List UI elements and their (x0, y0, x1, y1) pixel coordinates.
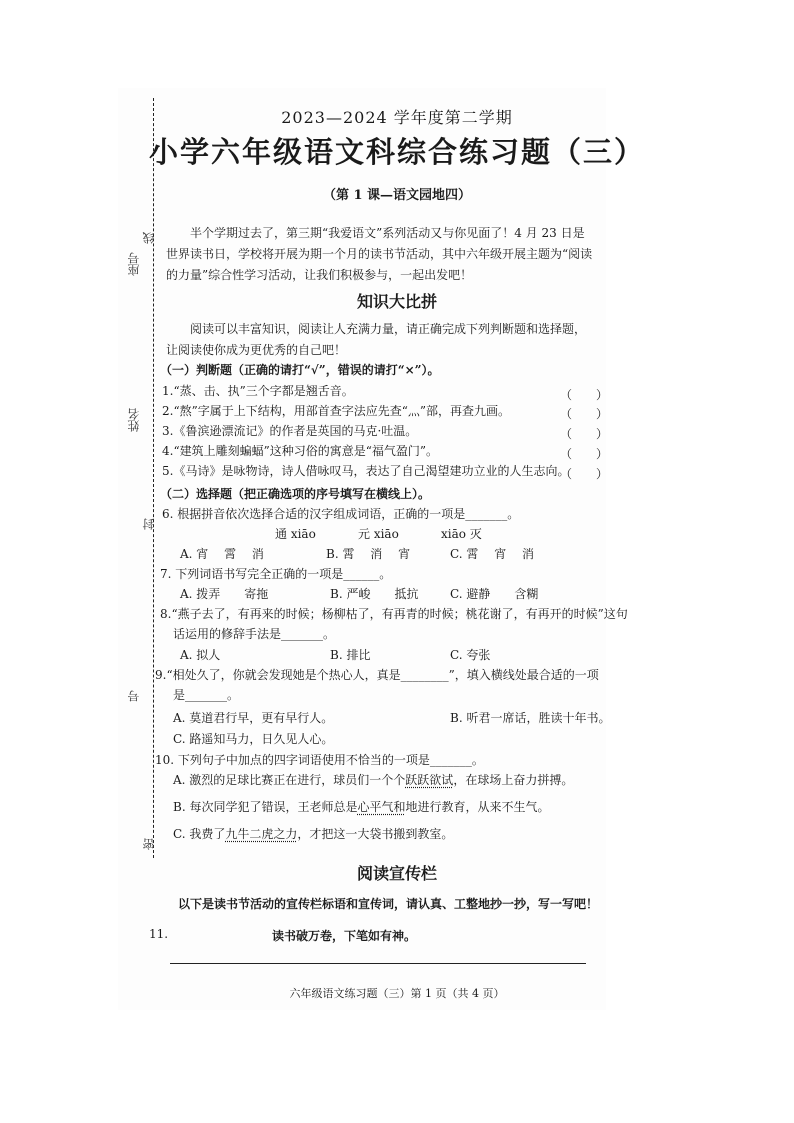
answer-paren-1[interactable]: （ ） (560, 388, 609, 402)
q8-option-b[interactable]: B. 排比 (330, 648, 371, 662)
question-7: 7. 下列词语书写完全正确的一项是______。 (160, 567, 392, 581)
page-title: 小学六年级语文科综合练习题（三） (148, 135, 645, 169)
q10-option-b[interactable] (173, 798, 549, 815)
question-8-line-2: 话运用的修辞手法是_______。 (173, 627, 336, 641)
writing-line[interactable] (170, 963, 586, 964)
q6-pinyin-1: 通 xiāo (275, 527, 316, 541)
question-8-line-1: 8.“燕子去了，有再来的时候；杨柳枯了，有再青的时候；桃花谢了，有再开的时候”这句 (160, 607, 628, 621)
q6-option-c[interactable]: C. 霄 宵 消 (450, 547, 535, 561)
q9-option-a[interactable]: A. 莫道君行早，更有早行人。 (173, 711, 334, 725)
judge-title: （一）判断题（正确的请打“√”，错误的请打“×”）。 (160, 363, 440, 377)
q10-b-text: B. 每次同学犯了错误，王老师总是 (173, 800, 358, 814)
judge-item-5: 5.《马诗》是咏物诗，诗人借咏叹马，表达了自己渴望建功立业的人生志向。 (162, 464, 570, 478)
question-11-text: 读书破万卷，下笔如有神。 (272, 929, 417, 943)
question-9-line-2: 是_______。 (173, 688, 240, 702)
section2-instruction: 以下是读书节活动的宣传栏标语和宣传词，请认真、工整地抄一抄，写一写吧！ (178, 897, 599, 911)
judge-item-2: 2.“熬”字属于上下结构，用部首查字法应先查“灬”部，再查九画。 (162, 404, 510, 418)
intro-paragraph: 半个学期过去了，第三期“我爱语文”系列活动又与你见面了！4 月 23 日是世界读书日，学校将开展为期一个月的读书节活动，其中六年级开展主题为“阅读的力量”综合性学习活动，让我们积极参与，一起出发吧！ (166, 226, 593, 282)
side-label-xian: 线 (142, 232, 156, 244)
q9-option-b[interactable]: B. 听君一席话，胜读十年书。 (450, 711, 611, 725)
binding-line (153, 98, 154, 858)
question-9-line-1: 9.“相处久了，你就会发现她是个热心人，真是________”，填入横线处最合适的一项 (155, 668, 599, 682)
side-label-mi: 密 (142, 838, 156, 850)
q10-a-text: A. 激烈的足球比赛正在进行，球员们一个个 (173, 773, 406, 787)
answer-paren-2[interactable]: （ ） (560, 407, 609, 421)
question-11-number: 11. (149, 927, 169, 941)
q10-option-c[interactable] (173, 825, 453, 842)
side-label-feng: 封 (142, 518, 156, 530)
q10-c-text-end: ，才把这一大袋书搬到教室。 (297, 827, 454, 841)
choice-title: （二）选择题（把正确选项的序号填写在横线上）。 (160, 487, 431, 501)
q6-pinyin-3: xiāo 灭 (441, 527, 482, 541)
page-footer: 六年级语文练习题（三）第 1 页（共 4 页） (289, 987, 505, 1000)
judge-item-4: 4.“建筑上雕刻蝙蝠”这种习俗的寓意是“福气盈门”。 (162, 444, 438, 458)
q8-option-c[interactable]: C. 夸张 (450, 648, 491, 662)
q9-option-c[interactable]: C. 路遥知马力，日久见人心。 (173, 732, 334, 746)
q7-option-b[interactable]: B. 严峻 抵抗 (330, 587, 419, 601)
q10-a-text-end: ，在球场上奋力拼搏。 (453, 773, 574, 787)
q8-option-a[interactable]: A. 拟人 (180, 648, 221, 662)
question-6: 6. 根据拼音依次选择合适的汉字组成词语，正确的一项是_______。 (162, 507, 520, 521)
side-label-seat: 座号 (127, 252, 141, 276)
answer-paren-5[interactable]: （ ） (560, 467, 609, 481)
answer-paren-3[interactable]: （ ） (560, 427, 609, 441)
q10-c-text: C. 我费了 (173, 827, 226, 841)
q10-b-text-end: 地进行教育，从来不生气。 (405, 800, 550, 814)
q10-option-a[interactable] (173, 771, 573, 788)
term-header: 2023—2024 学年度第二学期 (281, 108, 513, 127)
q10-b-dotted-word: 心平气和 (357, 800, 406, 814)
q6-option-b[interactable]: B. 霄 消 宵 (326, 547, 411, 561)
lesson-scope: （第 1 课—语文园地四） (322, 188, 472, 203)
q7-option-c[interactable]: C. 避静 含糊 (450, 587, 539, 601)
judge-item-1: 1.“蒸、击、执”三个字都是翘舌音。 (162, 384, 354, 398)
q10-a-dotted-word: 跃跃欲试 (405, 773, 454, 787)
q6-pinyin-2: 元 xiāo (358, 527, 399, 541)
section-title-reading: 阅读宣传栏 (356, 864, 437, 883)
q6-option-a[interactable]: A. 宵 霄 消 (180, 547, 264, 561)
answer-paren-4[interactable]: （ ） (560, 447, 609, 461)
q10-c-dotted-word: 九牛二虎之力 (225, 827, 298, 841)
q7-option-a[interactable]: A. 拨弄 寄拖 (180, 587, 269, 601)
section-title-knowledge: 知识大比拼 (356, 292, 437, 311)
section-instruction: 阅读可以丰富知识，阅读让人充满力量，请正确完成下列判断题和选择题，让阅读使你成为更优秀的自己吧！ (166, 322, 587, 357)
question-10: 10. 下列句子中加点的四字词语使用不恰当的一项是_______。 (155, 753, 484, 767)
judge-item-3: 3.《鲁滨逊漂流记》的作者是英国的马克·吐温。 (162, 424, 418, 438)
side-label-name: 姓名 (127, 408, 141, 432)
side-label-number: 号 (127, 690, 141, 702)
